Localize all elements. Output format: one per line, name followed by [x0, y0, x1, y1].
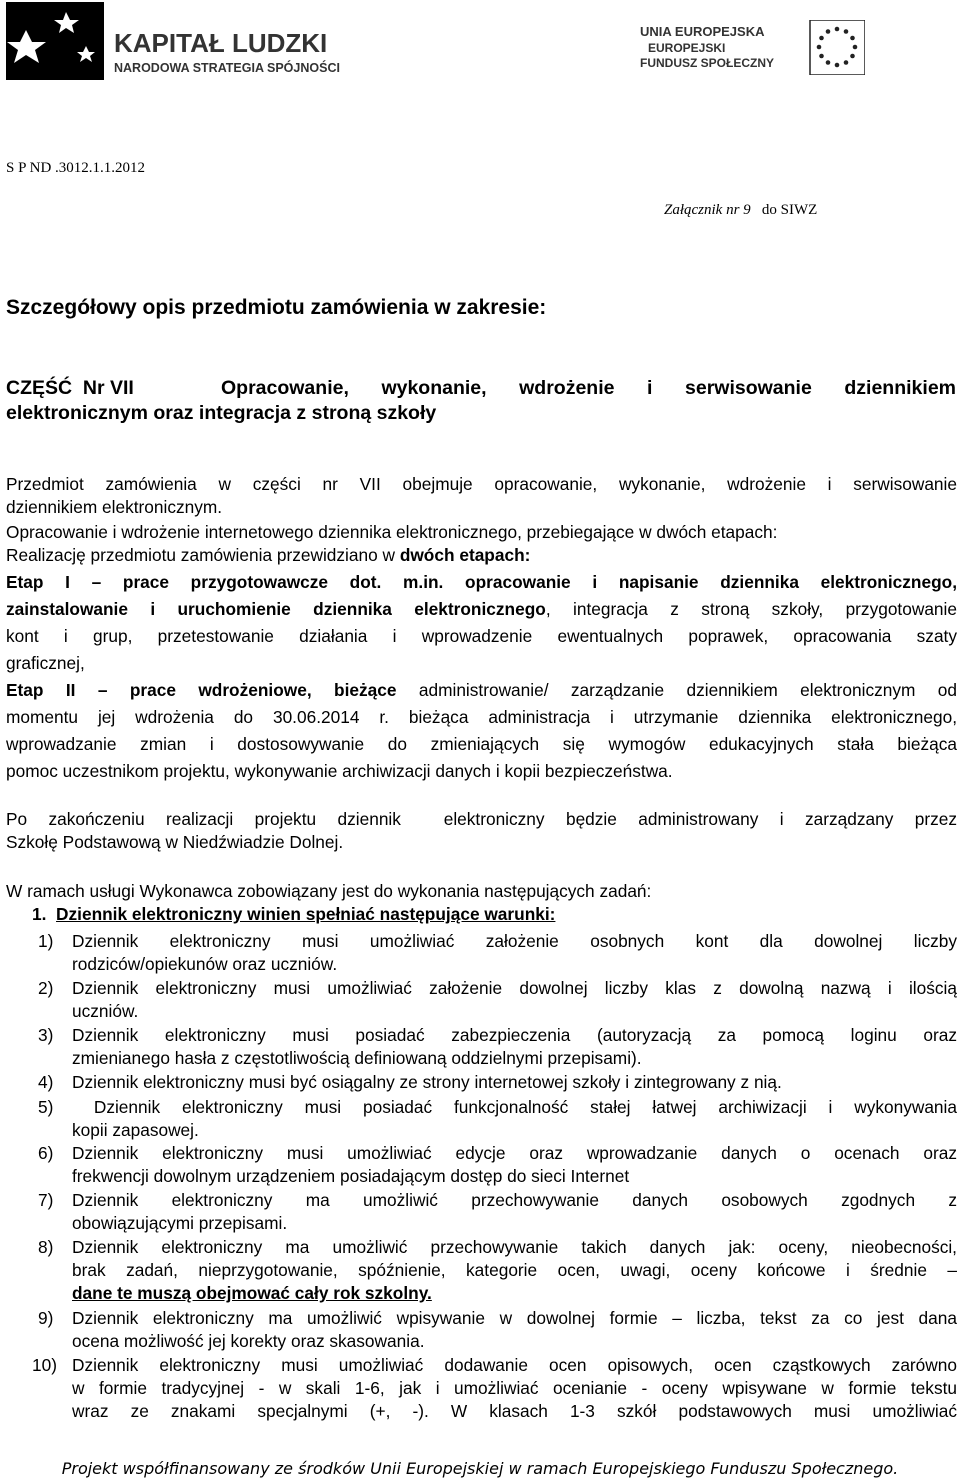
logo-right-line1: UNIA EUROPEJSKA [640, 24, 765, 39]
closing-line-1: Po zakończeniu realizacji projektu dziennik elektroniczny będzie administrowany i zarządzany przez [6, 809, 957, 829]
intro-line-10: momentu jej wdrożenia do 30.06.2014 r. bieżąca administracja i utrzymanie dziennika elektronicznego, [6, 707, 957, 727]
intro-line-7: kont i grup, przetestowanie działania i wprowadzenie ewentualnych poprawek, opracowania szaty [6, 626, 957, 646]
task-1-text: Dziennik elektroniczny winien spełniać następujące warunki: [56, 904, 556, 924]
intro-line-6: zainstalowanie i uruchomienie dziennika elektronicznego, integracja z stroną szkoły, przygotowanie [6, 599, 957, 619]
intro-line-4: Realizację przedmiotu zamówienia przewidziano w dwóch etapach: [6, 545, 531, 565]
annex-suffix: do SIWZ [761, 202, 818, 218]
task-1-number: 1. [32, 904, 47, 924]
part-title-line1: Opracowanie, wykonanie, wdrożenie i serwisowanie dziennikiem [221, 377, 956, 399]
annex-number: Załącznik nr 9 [664, 202, 751, 218]
annex-label [664, 202, 817, 219]
closing-line-2: Szkołę Podstawową w Niedźwiadzie Dolnej. [6, 832, 344, 852]
page-heading: Szczegółowy opis przedmiotu zamówienia w zakresie: [6, 296, 547, 319]
intro-line-5: Etap I – prace przygotowawcze dot. m.in. opracowanie i napisanie dziennika elektronicznego, [6, 572, 957, 592]
part-title-line2: elektronicznym oraz integracja z stroną szkoły [6, 402, 437, 424]
intro-line-1: Przedmiot zamówienia w części nr VII obejmuje opracowanie, wykonanie, wdrożenie i serwisowanie [6, 474, 957, 494]
kapital-ludzki-logo [6, 2, 356, 82]
tasks-intro: W ramach usługi Wykonawca zobowiązany jest do wykonania następujących zadań: [6, 881, 652, 901]
part-title [6, 376, 956, 426]
eu-logo [640, 20, 865, 75]
task-1 [32, 903, 555, 926]
intro-line-12: pomoc uczestnikom projektu, wykonywanie archiwizacji danych i kopii bezpieczeństwa. [6, 761, 673, 781]
intro-line-3: Opracowanie i wdrożenie internetowego dziennika elektronicznego, przebiegające w dwóch etapach: [6, 522, 778, 542]
intro-line-11: wprowadzanie zmian i dostosowywanie do zmieniających się wymogów edukacyjnych stała bieżąca [6, 734, 957, 754]
intro-line-2: dziennikiem elektronicznym. [6, 497, 223, 517]
closing-paragraph [6, 808, 957, 854]
document-reference: S P ND .3012.1.1.2012 [6, 160, 146, 176]
intro-line-8: graficznej, [6, 653, 85, 673]
logo-left-title: KAPITAŁ LUDZKI [114, 28, 328, 58]
intro-paragraph [6, 473, 957, 783]
intro-line-9: Etap II – prace wdrożeniowe, bieżące administrowanie/ zarządzanie dziennikiem elektronicznym od [6, 680, 957, 700]
logo-left-subtitle: NARODOWA STRATEGIA SPÓJNOŚCI [114, 61, 340, 75]
page-footer: Projekt współfinansowany ze środków Unii Europejskiej w ramach Europejskiego Funduszu Społecznego. [61, 1459, 899, 1478]
logo-right-line2: EUROPEJSKI [648, 41, 726, 55]
part-number: CZĘŚĆ Nr VII [6, 377, 134, 399]
logo-right-line3: FUNDUSZ SPOŁECZNY [640, 56, 775, 70]
